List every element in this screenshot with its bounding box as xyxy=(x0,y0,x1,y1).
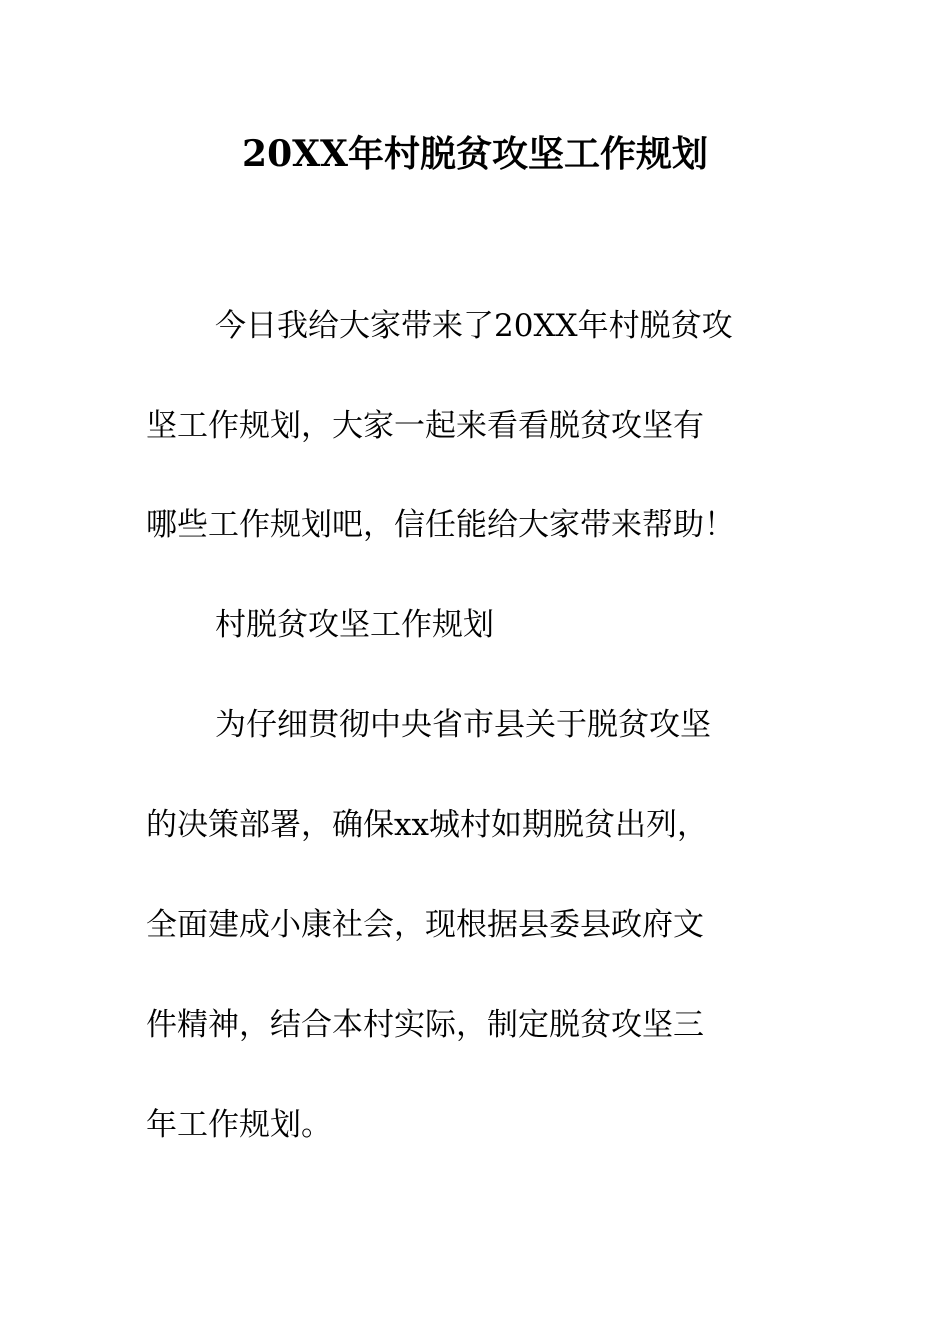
document-title: 20XX年村脱贫攻坚工作规划 xyxy=(242,133,708,175)
paragraph-line: 的决策部署，确保xx城村如期脱贫出列， xyxy=(146,807,708,843)
paragraph-line: 全面建成小康社会，现根据县委县政府文 xyxy=(146,907,704,943)
paragraph-line: 今日我给大家带来了20XX年村脱贫攻 xyxy=(215,308,733,344)
paragraph-line: 为仔细贯彻中央省市县关于脱贫攻坚 xyxy=(215,707,711,743)
paragraph-line: 年工作规划。 xyxy=(146,1107,332,1143)
section-heading: 村脱贫攻坚工作规划 xyxy=(215,607,494,643)
paragraph-line: 哪些工作规划吧，信任能给大家带来帮助！ xyxy=(146,507,735,543)
paragraph-line: 坚工作规划，大家一起来看看脱贫攻坚有 xyxy=(146,408,704,444)
paragraph-line: 件精神，结合本村实际，制定脱贫攻坚三 xyxy=(146,1007,704,1043)
